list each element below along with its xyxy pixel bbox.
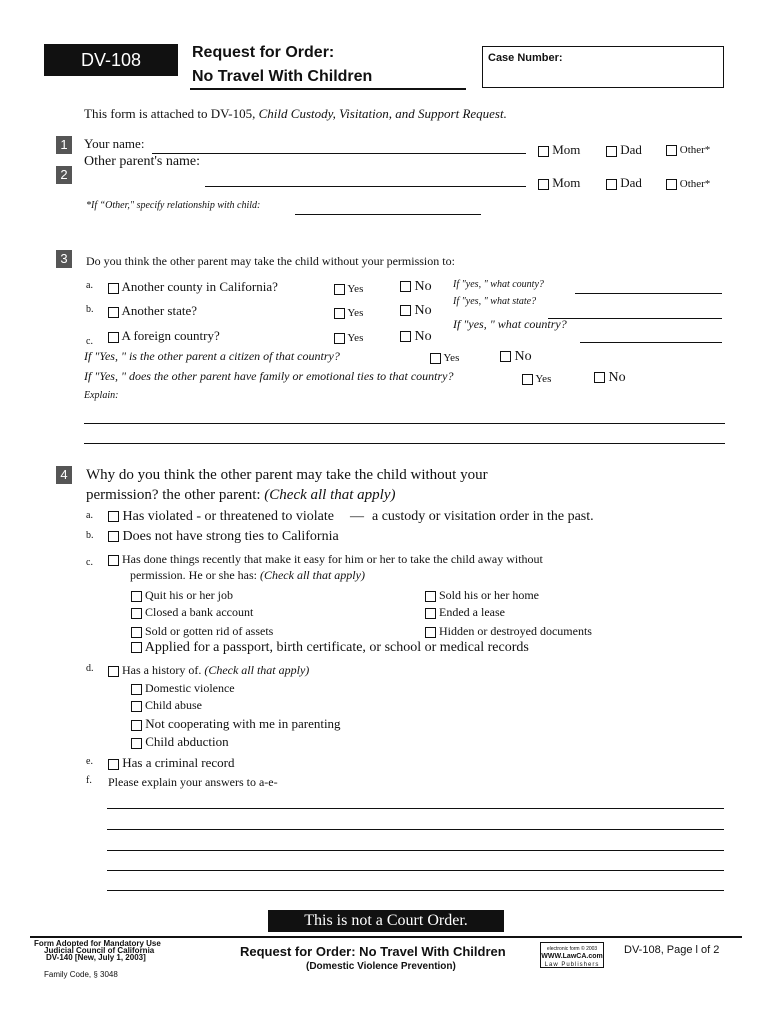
s3c-no-label: No [414,329,432,344]
d-dv-label: Domestic violence [145,681,235,695]
s4d-label-plain: Has a history of. [122,663,205,677]
s3a-no-checkbox[interactable] [400,281,411,292]
c-docs-option[interactable] [425,624,592,639]
other-parent-name-label: Other parent's name: [84,154,201,169]
s2-dad-option[interactable] [606,175,642,191]
other-relationship-input[interactable] [295,214,481,215]
c-passport-option[interactable] [131,640,529,656]
s3a-letter: a. [86,280,93,291]
s2-dad-checkbox[interactable] [606,179,617,190]
s3b-if-text: If "yes, " what state? [453,296,537,307]
s4b-label: Does not have strong ties to California [122,529,339,544]
s4d-option[interactable] [108,663,309,678]
adopted-line1: Form Adopted for Mandatory Use [34,939,161,948]
section-2-number: 2 [56,166,72,184]
s3c-checkbox[interactable] [108,332,119,343]
s4-question-line2-plain: permission? the other parent: [86,487,265,503]
s3a-no-label: No [414,279,432,294]
s3b-letter: b. [86,304,94,315]
section-3-number: 3 [56,250,72,268]
s3b-yes-option[interactable] [334,307,363,319]
d-abuse-checkbox[interactable] [131,701,142,712]
footer-title: Request for Order: No Travel With Children [240,944,506,959]
intro-italic: Child Custody, Visitation, and Support Request. [258,106,507,121]
explain-answers-line-2[interactable] [107,829,724,830]
d-coop-checkbox[interactable] [131,720,142,731]
s1-dad-option[interactable] [606,142,642,158]
ties-yes-label: Yes [535,373,552,385]
s4-question-line1: Why do you think the other parent may take the child without your [86,467,488,483]
s3c-country-input[interactable] [580,342,722,343]
s3c-letter: c. [86,336,93,347]
s3c-yes-checkbox[interactable] [334,333,345,344]
s4a-option[interactable] [108,509,334,525]
s4c-label-line2-italic: (Check all that apply) [259,568,365,582]
d-dv-checkbox[interactable] [131,684,142,695]
s4-question-line2 [86,487,396,504]
s3c-label: A foreign country? [121,328,220,343]
s2-mom-checkbox[interactable] [538,179,549,190]
lawca-badge [540,942,604,968]
your-name-input[interactable] [152,153,526,154]
s3b-state-input[interactable] [548,318,722,319]
s2-mom-label: Mom [552,175,581,190]
d-abduction-label: Child abduction [145,734,229,749]
s3c-no-option[interactable] [400,329,432,345]
c-bank-label: Closed a bank account [145,605,254,619]
citizen-question: If "Yes, " is the other parent a citizen of that country? [84,349,340,363]
citizen-no-label: No [514,349,532,364]
s1-mom-checkbox[interactable] [538,146,549,157]
s3b-no-checkbox[interactable] [400,305,411,316]
c-passport-label: Applied for a passport, birth certificate, or school or medical records [144,640,529,655]
ties-question: If "Yes, " does the other parent have family or emotional ties to that country? [84,369,454,383]
adopted-line3: DV-140 [New, July 1, 2003] [46,953,146,962]
s4a-checkbox[interactable] [108,511,119,522]
s1-other-option[interactable] [666,144,710,156]
section-1-number: 1 [56,136,72,154]
explain-answers-line-3[interactable] [107,850,724,851]
c-lease-label: Ended a lease [439,605,505,619]
s4a-label: Has violated - or threatened to violate [122,509,334,524]
c-lease-option[interactable] [425,605,505,620]
c-quit-label: Quit his or her job [145,588,233,602]
s4c-label-line1: Has done things recently that make it easy for him or her to take the child away without [122,552,543,566]
s4e-label: Has a criminal record [122,755,235,770]
badge-line3: Law Publishers [544,962,600,968]
d-coop-label: Not cooperating with me in parenting [145,716,341,731]
case-number-box[interactable] [482,46,724,88]
s3a-if-text: If "yes, " what county? [453,279,544,290]
form-title-line1: Request for Order: [192,44,335,61]
c-docs-checkbox[interactable] [425,627,436,638]
s4f-label: Please explain your answers to a-e- [108,775,278,789]
ties-yes-option[interactable] [522,373,551,385]
c-bank-checkbox[interactable] [131,608,142,619]
s3a-option[interactable] [108,279,278,295]
c-lease-checkbox[interactable] [425,608,436,619]
s3a-label: Another county in California? [121,279,278,294]
c-quit-option[interactable] [131,588,233,603]
citizen-yes-checkbox[interactable] [430,353,441,364]
d-abduction-option[interactable] [131,734,229,750]
s4b-checkbox[interactable] [108,531,119,542]
other-parent-name-input[interactable] [205,186,526,187]
explain-answers-line-5[interactable] [107,890,724,891]
s4c-letter: c. [86,557,93,568]
s4d-checkbox[interactable] [108,666,119,677]
s3b-checkbox[interactable] [108,307,119,318]
d-dv-option[interactable] [131,681,235,696]
s1-mom-label: Mom [552,142,581,157]
s4d-letter: d. [86,663,94,674]
d-abuse-label: Child abuse [145,698,202,712]
s4c-label-line2-plain: permission. He or she has: [130,568,260,582]
c-assets-option[interactable] [131,624,273,639]
your-name-label: Your name: [84,136,145,151]
s3b-yes-checkbox[interactable] [334,308,345,319]
c-quit-checkbox[interactable] [131,591,142,602]
s3a-yes-label: Yes [347,283,364,295]
not-court-order-banner: This is not a Court Order. [268,910,504,932]
citizen-no-option[interactable] [500,349,532,365]
s2-other-option[interactable] [666,178,710,190]
footer-rule [30,936,742,938]
s1-other-label: Other* [679,144,711,156]
s3c-option[interactable] [108,328,220,344]
form-title-line2: No Travel With Children [192,68,373,85]
c-sold-home-option[interactable] [425,588,539,603]
s3b-no-label: No [414,303,432,318]
c-assets-checkbox[interactable] [131,627,142,638]
s1-mom-option[interactable] [538,142,580,158]
explain-line-2[interactable] [84,443,725,444]
s1-other-checkbox[interactable] [666,145,677,156]
s2-other-label: Other* [679,178,711,190]
intro-prefix: This form is attached to DV-105, [84,106,259,121]
badge-line1: electronic form © 2003 [546,946,598,952]
s4c-checkbox[interactable] [108,555,119,566]
d-coop-option[interactable] [131,716,341,732]
citizen-yes-option[interactable] [430,352,459,364]
c-passport-checkbox[interactable] [131,642,142,653]
s3c-no-checkbox[interactable] [400,331,411,342]
s2-other-checkbox[interactable] [666,179,677,190]
s3b-label: Another state? [121,303,197,318]
d-abduction-checkbox[interactable] [131,738,142,749]
citizen-yes-label: Yes [443,352,460,364]
s4a-letter: a. [86,510,93,521]
other-relationship-note: *If “Other," specify relationship with child: [86,200,261,211]
s4c-label-line2 [130,568,365,583]
s3b-no-option[interactable] [400,303,432,319]
s3b-option[interactable] [108,303,197,319]
c-docs-label: Hidden or destroyed documents [439,624,592,638]
s4b-letter: b. [86,530,94,541]
s3a-yes-checkbox[interactable] [334,284,345,295]
s3a-checkbox[interactable] [108,283,119,294]
adopted-line2: Judicial Council of California [44,946,155,955]
s4e-checkbox[interactable] [108,759,119,770]
d-abuse-option[interactable] [131,698,202,713]
form-id-badge: DV-108 [44,44,178,76]
explain-answers-line-1[interactable] [107,808,724,809]
s2-mom-option[interactable] [538,175,580,191]
title-underline [190,88,466,90]
ties-no-label: No [608,370,626,385]
c-sold-home-checkbox[interactable] [425,591,436,602]
c-assets-label: Sold or gotten rid of assets [145,624,274,638]
s4b-option[interactable] [108,529,339,545]
s3a-no-option[interactable] [400,279,432,295]
s4e-letter: e. [86,756,93,767]
ties-yes-checkbox[interactable] [522,374,533,385]
s3c-if-text: If "yes, " what country? [453,317,567,331]
s4a-dash: — [350,509,364,524]
s4a-rest: a custody or visitation order in the past. [372,509,594,524]
c-bank-option[interactable] [131,605,253,620]
explain-answers-line-4[interactable] [107,870,724,871]
s4c-option[interactable] [108,552,543,567]
s4e-option[interactable] [108,755,235,771]
case-number-label: Case Number: [488,52,563,64]
family-code: Family Code, § 3048 [44,970,118,979]
explain-line-1[interactable] [84,423,725,424]
c-sold-home-label: Sold his or her home [439,588,539,602]
ties-no-option[interactable] [594,370,626,386]
s3c-yes-option[interactable] [334,332,363,344]
s3b-yes-label: Yes [347,307,364,319]
s4d-label-italic: (Check all that apply) [204,663,310,677]
s1-dad-checkbox[interactable] [606,146,617,157]
ties-no-checkbox[interactable] [594,372,605,383]
s4-question-line2-italic: (Check all that apply) [264,487,396,503]
citizen-no-checkbox[interactable] [500,351,511,362]
s3c-yes-label: Yes [347,332,364,344]
intro-text [84,106,507,122]
s2-dad-label: Dad [620,175,642,190]
s3-question: Do you think the other parent may take the child without your permission to: [86,254,455,268]
s3a-yes-option[interactable] [334,283,363,295]
s4f-letter: f. [86,775,92,786]
page-number: DV-108, Page l of 2 [624,944,720,956]
footer-subtitle: (Domestic Violence Prevention) [306,961,456,972]
section-4-number: 4 [56,466,72,484]
badge-line2: WWW.LawCA.com [541,953,603,960]
s1-dad-label: Dad [620,142,642,157]
explain-label: Explain: [84,390,119,401]
s3a-county-input[interactable] [575,293,722,294]
